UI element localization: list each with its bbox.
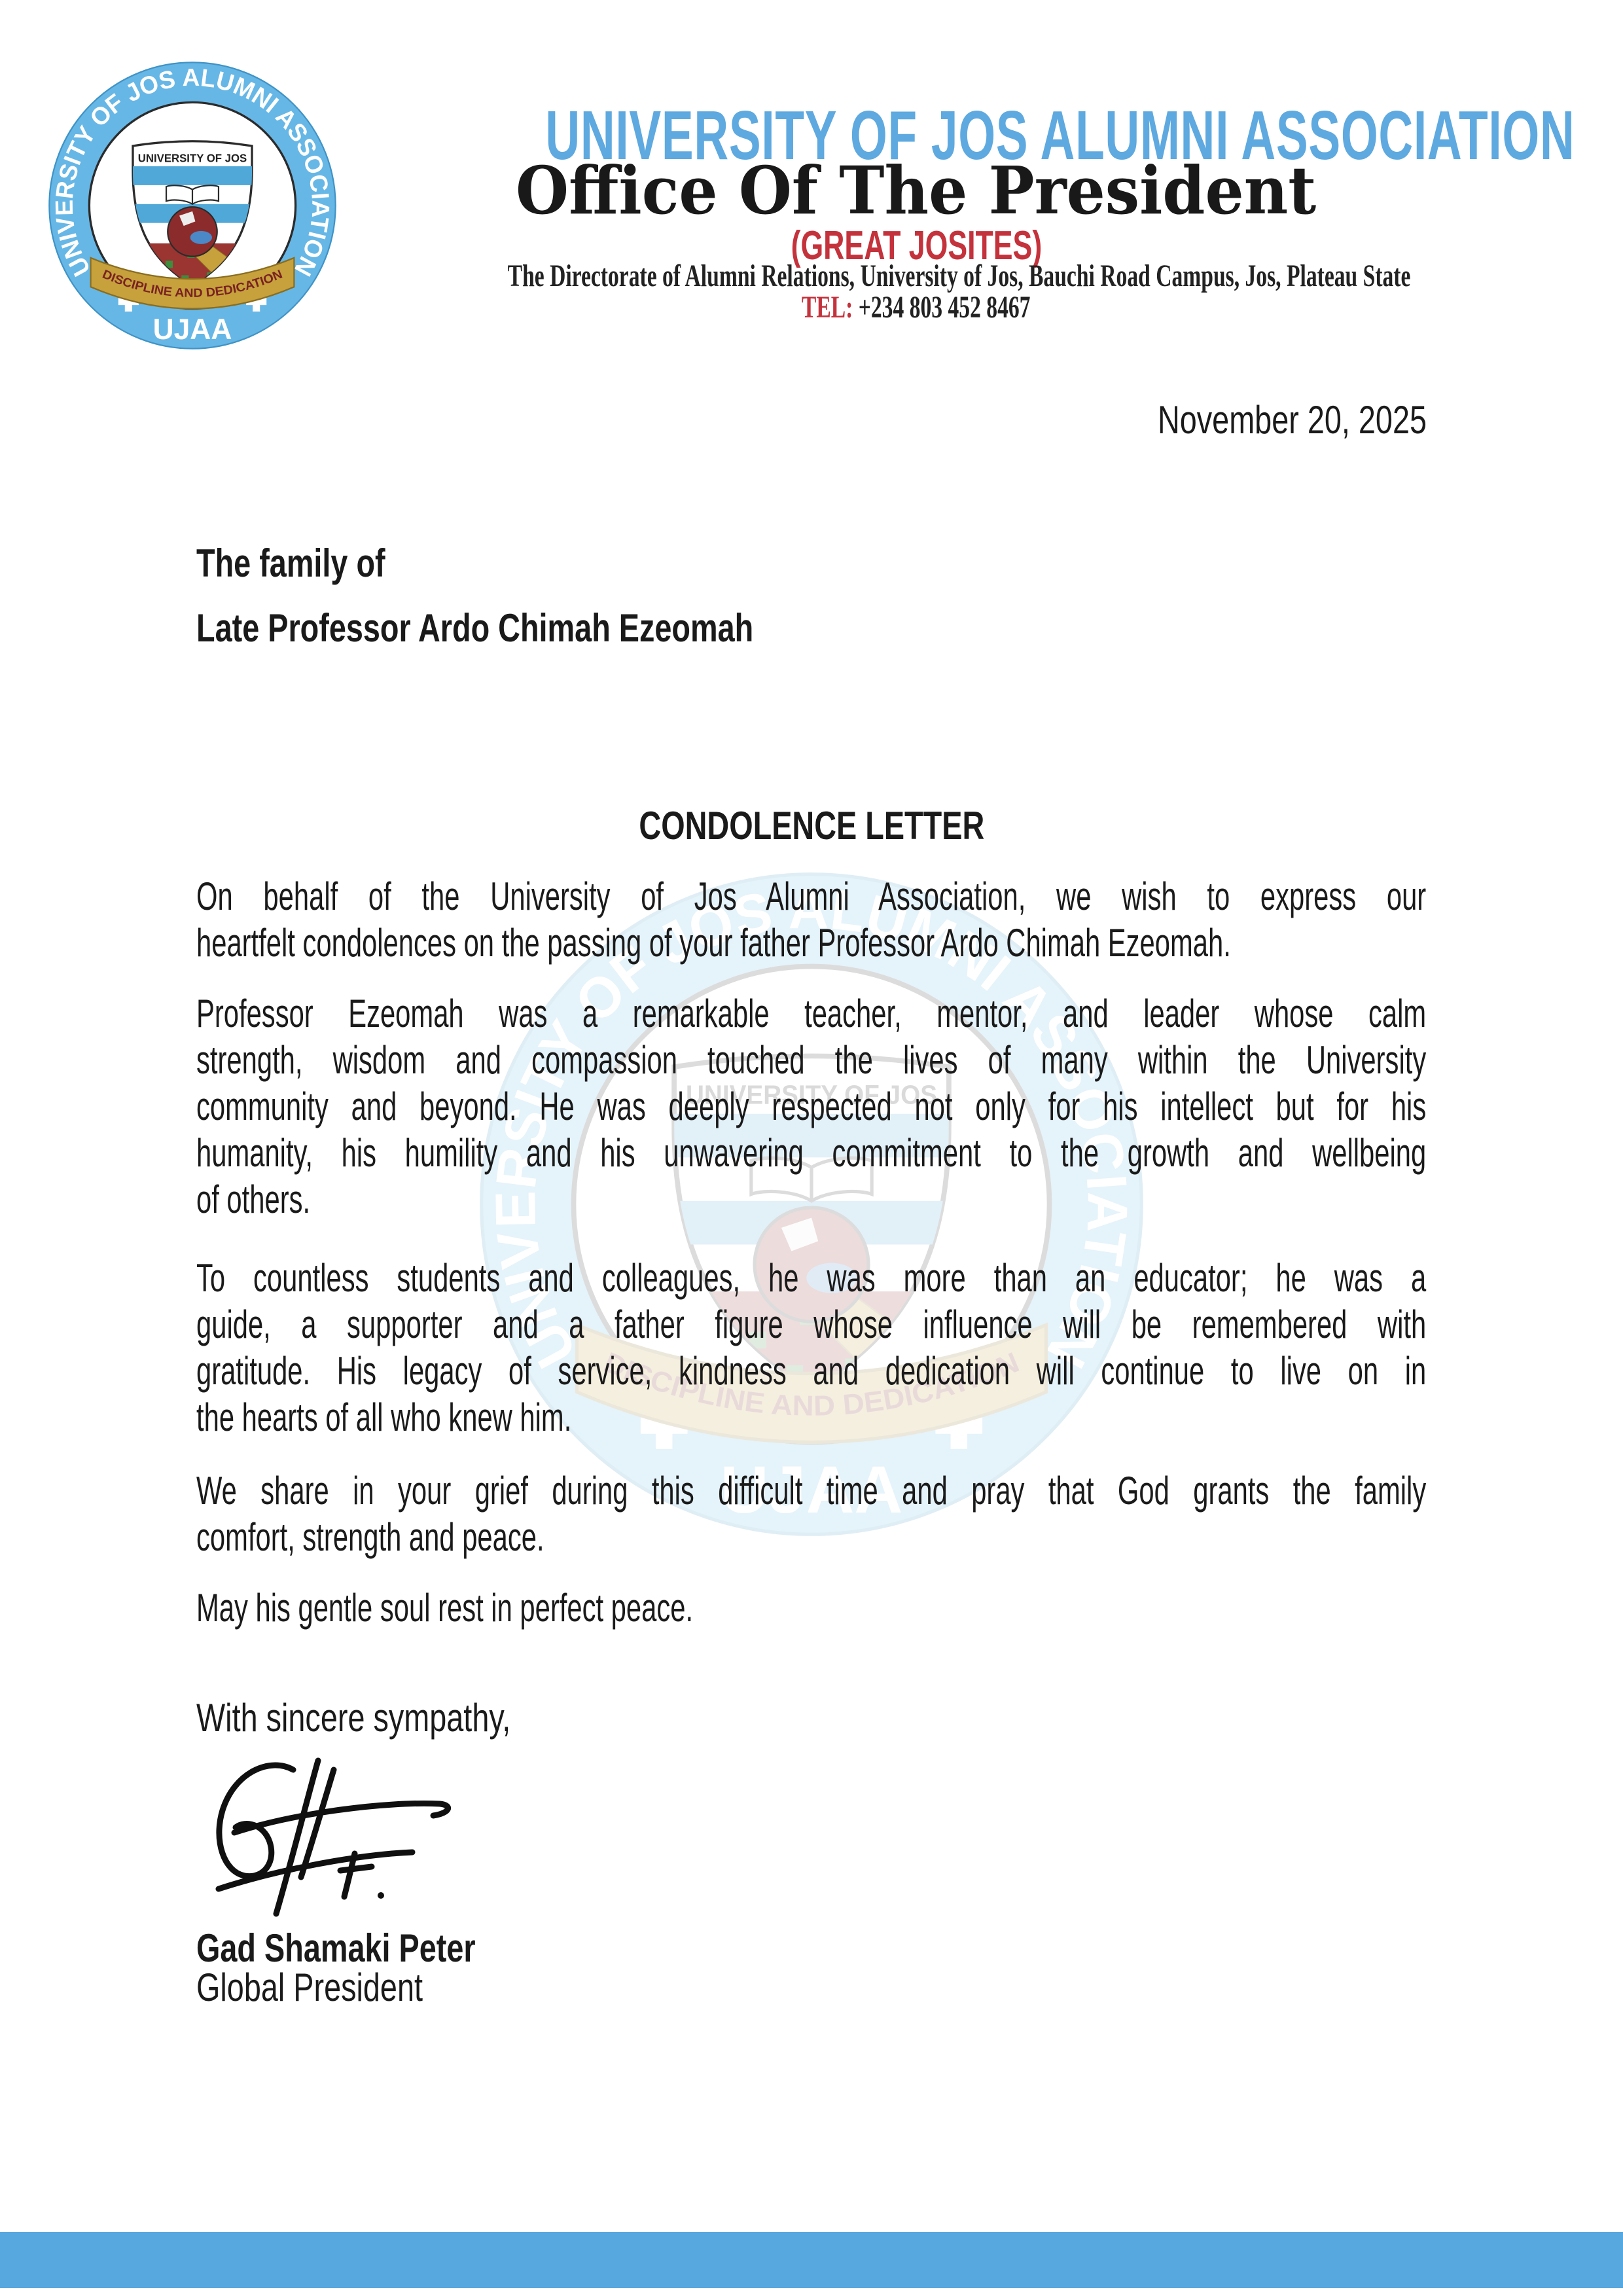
signature	[196, 1755, 478, 1919]
office-title	[314, 152, 1518, 229]
recipient-line-2-text: Late Professor Ardo Chimah Ezeomah	[196, 606, 754, 650]
letterhead	[314, 0, 1575, 367]
office-title-text: Office Of The President	[516, 152, 1317, 229]
paragraph-line: humanity, his humility and his unwavering commitment to the growth and wellbeing	[196, 1131, 1427, 1175]
org-name-text: UNIVERSITY OF JOS ALUMNI ASSOCIATION	[545, 97, 1575, 174]
recipient-line-2	[196, 605, 910, 651]
paragraph-line: community and beyond. He was deeply respected not only for his intellect but for his	[196, 1085, 1427, 1128]
paragraph-line: comfort, strength and peace.	[196, 1515, 544, 1559]
paragraph-line: guide, a supporter and a father figure whose influence will be remembered with	[196, 1302, 1427, 1346]
paragraph-5	[196, 1585, 1426, 1631]
signatory-title	[196, 1965, 487, 2010]
paragraph-line: May his gentle soul rest in perfect peace.	[196, 1586, 694, 1630]
paragraph-line: Professor Ezeomah was a remarkable teacher, mentor, and leader whose calm	[196, 992, 1427, 1035]
ujaa-logo	[47, 60, 338, 351]
paragraph-line: the hearts of all who knew him.	[196, 1395, 572, 1439]
tel-number: +234 803 452 8467	[859, 290, 1031, 325]
signatory-title-text: Global President	[196, 1965, 423, 2009]
letter-title	[196, 803, 1427, 848]
letter-date	[196, 397, 1427, 442]
paragraph-line: strength, wisdom and compassion touched the lives of many within the University	[196, 1038, 1427, 1082]
letter-date-text: November 20, 2025	[1157, 398, 1427, 442]
paragraph-line: heartfelt condolences on the passing of your father Professor Ardo Chimah Ezeomah.	[196, 921, 1231, 965]
address-text: The Directorate of Alumni Relations, University of Jos, Bauchi Road Campus, Jos, Plateau State	[507, 259, 1411, 293]
paragraph-line: To countless students and colleagues, he was more than an educator; he was a	[196, 1256, 1427, 1300]
paragraph-4	[196, 1467, 1426, 1560]
recipient-line-1	[196, 541, 438, 586]
telephone-text	[802, 289, 1031, 325]
paragraph-line: We share in your grief during this difficult time and pray that God grants the family	[196, 1469, 1427, 1513]
tel-label: TEL:	[802, 290, 853, 325]
paragraph-line: of others.	[196, 1177, 311, 1221]
telephone-line	[314, 289, 1518, 325]
paragraph-line: gratitude. His legacy of service, kindness and dedication will continue to live on in	[196, 1349, 1427, 1393]
signatory-name	[196, 1926, 554, 1971]
recipient-line-1-text: The family of	[196, 541, 385, 585]
paragraph-3	[196, 1255, 1426, 1441]
paragraph-1	[196, 873, 1426, 966]
signatory-name-text: Gad Shamaki Peter	[196, 1926, 476, 1970]
tagline-text: (GREAT JOSITES)	[791, 223, 1042, 268]
address-line	[314, 258, 1518, 294]
closing-text: With sincere sympathy,	[196, 1696, 511, 1740]
paragraph-line: On behalf of the University of Jos Alumni Association, we wish to express our	[196, 874, 1427, 918]
paragraph-2	[196, 990, 1426, 1223]
footer-bar	[0, 2232, 1623, 2288]
letter-title-text: CONDOLENCE LETTER	[639, 804, 984, 848]
closing-line	[196, 1695, 599, 1740]
